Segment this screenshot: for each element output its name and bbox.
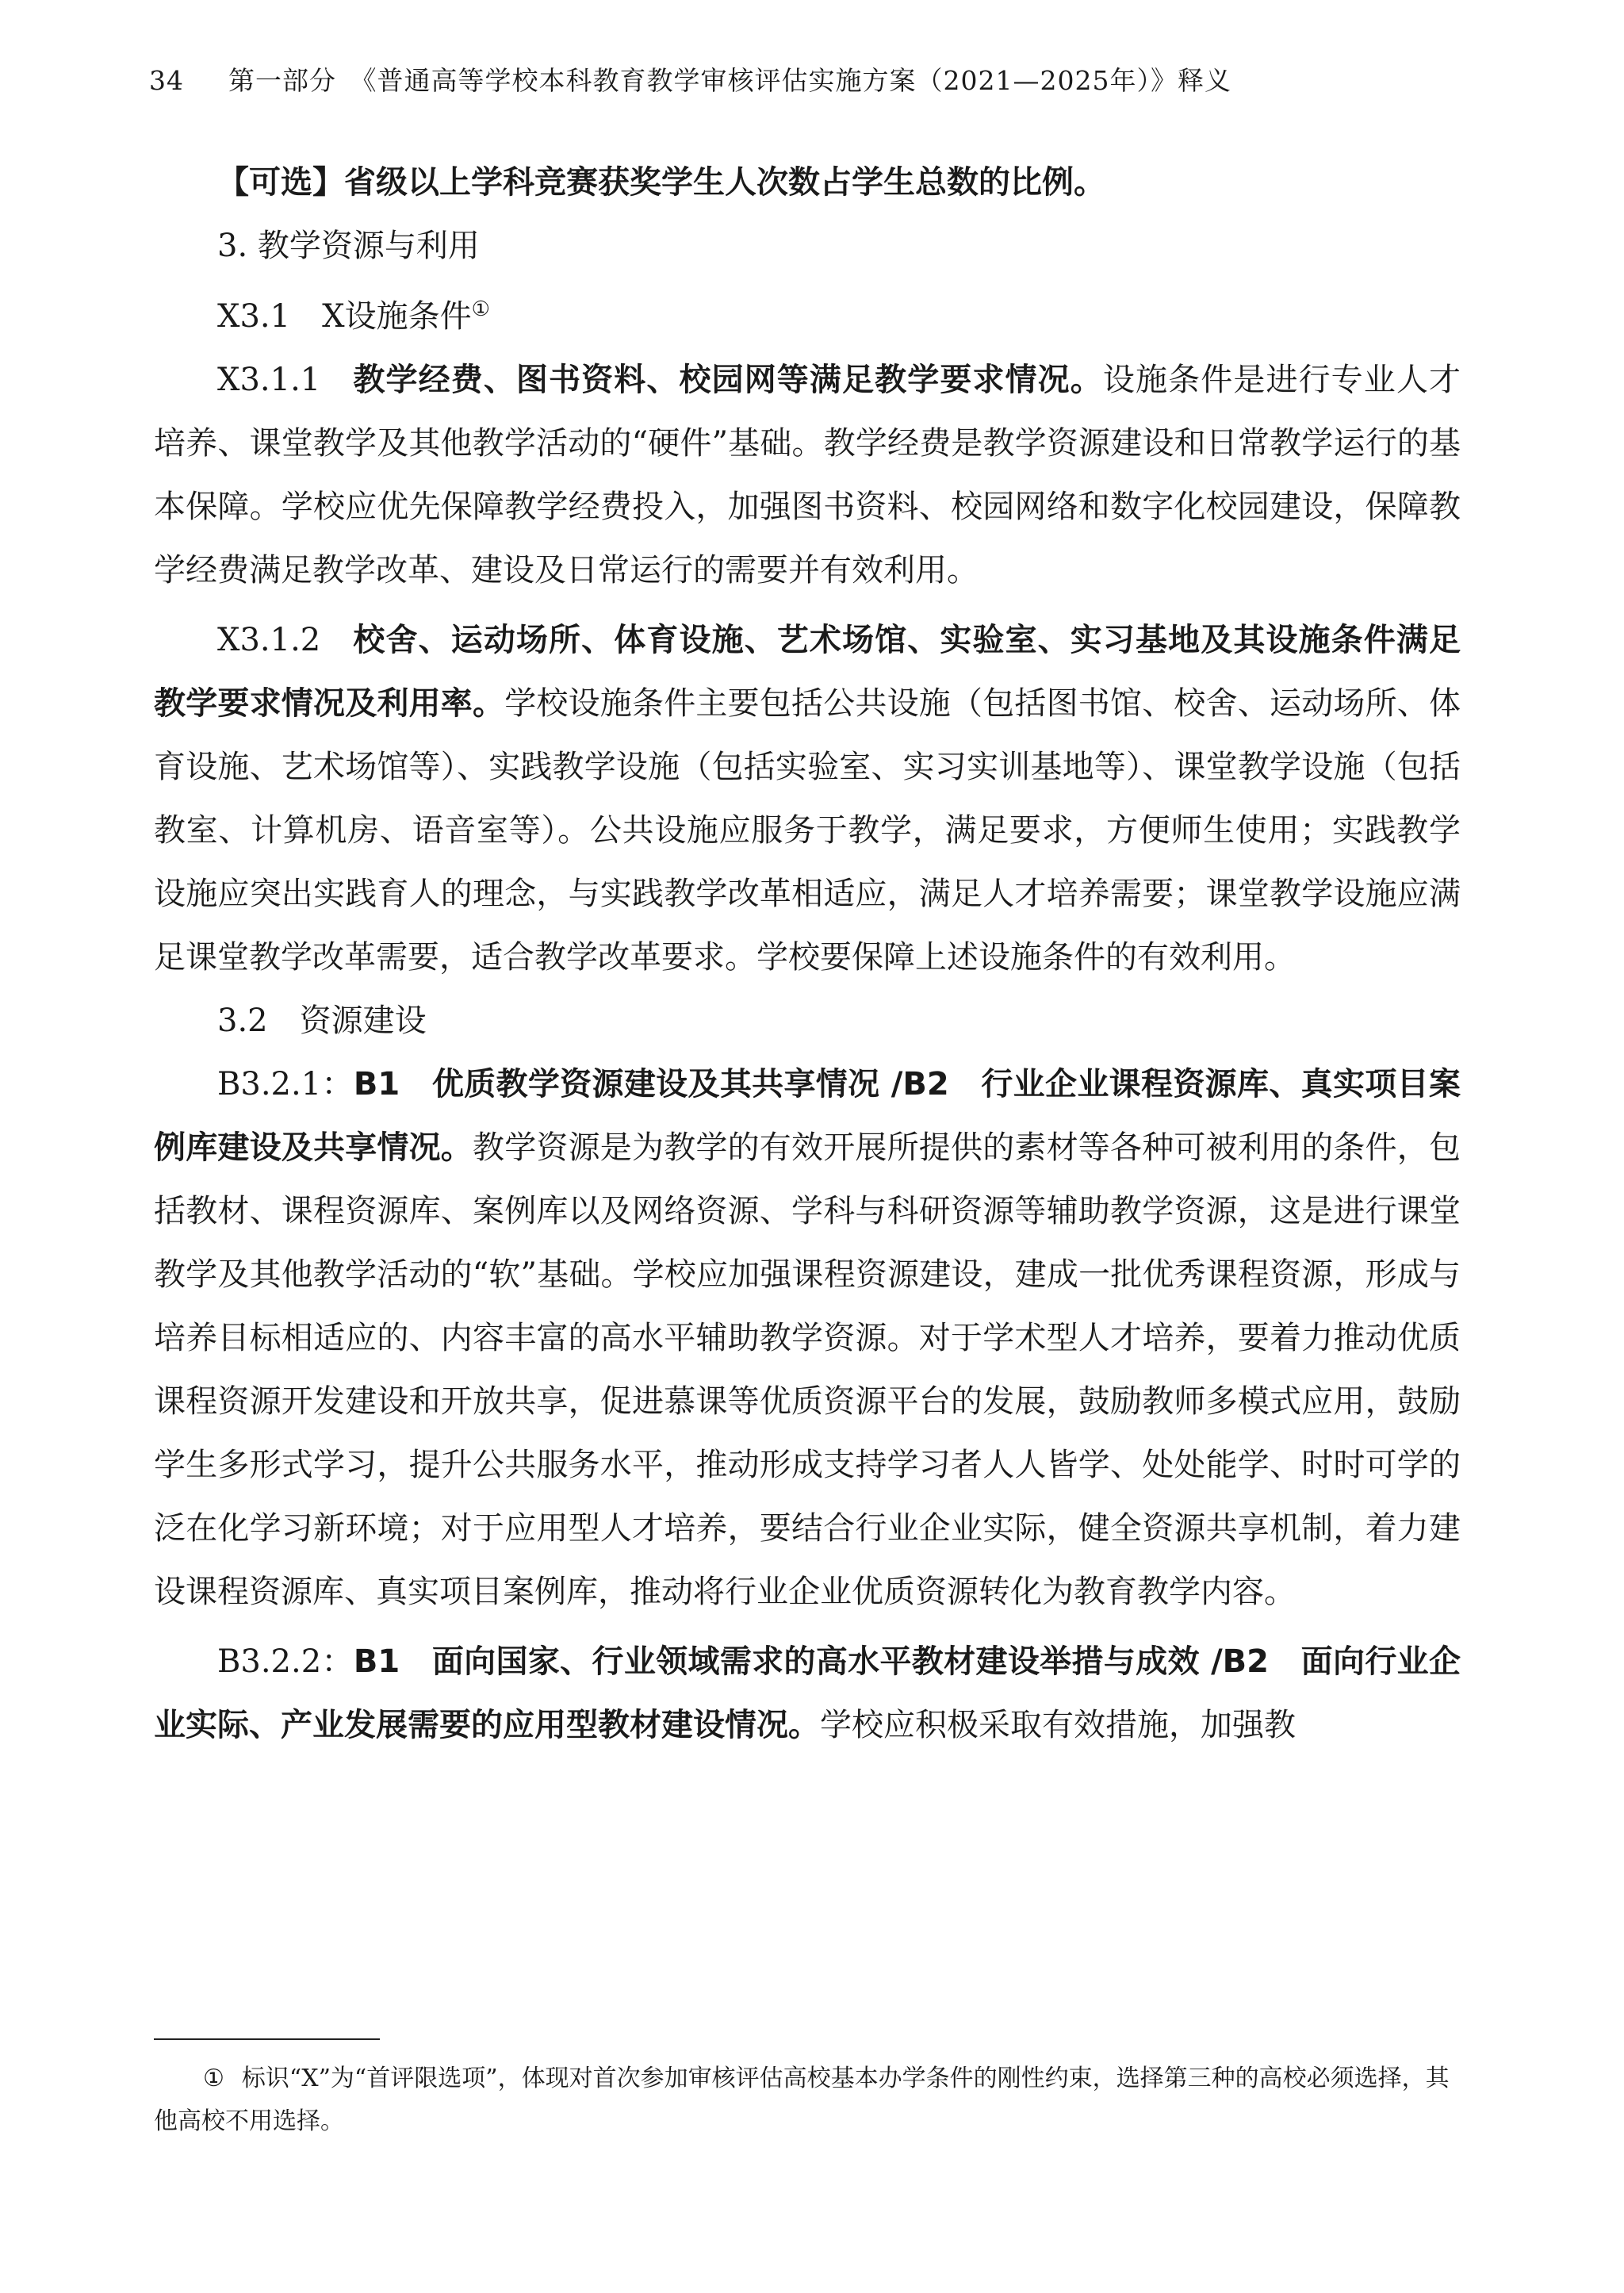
b3-2-2-number: B3.2.2：: [217, 1643, 354, 1680]
s3-2-number: 3.2: [217, 1003, 268, 1039]
optional-text: 省级以上学科竞赛获奖学生人次数占学生总数的比例。: [344, 164, 1105, 201]
section-3-2-heading: [154, 989, 1461, 1053]
footnote-ref-mark: ①: [471, 297, 490, 321]
section-3-heading: [154, 214, 1461, 278]
b3-2-2-paragraph: [154, 1630, 1461, 1757]
x3-1-2-bold: 校舍、运动场所、体育设施、艺术场馆、实验室、实习基地及其设施条件满足教学要求情况及利用率。: [154, 622, 1461, 722]
optional-item: [154, 151, 1461, 214]
footnote-mark: ①: [203, 2065, 224, 2092]
x3-1-title: X设施条件: [322, 298, 472, 335]
footnote-paragraph: [154, 2057, 1461, 2143]
b3-2-1-bold: B1 优质教学资源建设及其共享情况 /B2 行业企业课程资源库、真实项目案例库建设及共享情况。: [154, 1066, 1461, 1166]
x3-1-1-paragraph: [154, 348, 1461, 602]
x3-1-1-number: X3.1.1: [217, 362, 321, 398]
x3-1-2-text: 学校设施条件主要包括公共设施（包括图书馆、校舍、运动场所、体育设施、艺术场馆等）、实践教学设施（包括实验室、实习实训基地等）、课堂教学设施（包括教室、计算机房、语音室等）。公共设施应服务于教学，满足要求，方便师生使用；实践教学设施应突出实践育人的理念，与实践教学改革相适应，满足人才培养需要；课堂教学设施应满足课堂教学改革需要，适合教学改革要求。学校要保障上述设施条件的有效利用。: [154, 685, 1461, 976]
x3-1-1-text: 设施条件是进行专业人才培养、课堂教学及其他教学活动的“硬件”基础。教学经费是教学资源建设和日常教学运行的基本保障。学校应优先保障教学经费投入，加强图书资料、校园网络和数字化校园建设，保障教学经费满足教学改革、建设及日常运行的需要并有效利用。: [154, 362, 1461, 589]
section-number: 3.: [217, 228, 248, 264]
x3-1-2-paragraph: [154, 608, 1461, 989]
header-title: 第一部分 《普通高等学校本科教育教学审核评估实施方案（2021—2025年）》释义: [228, 65, 1231, 96]
footnote-text: 标识“X”为“首评限选项”，体现对首次参加审核评估高校基本办学条件的刚性约束，选择第三种的高校必须选择，其他高校不用选择。: [154, 2065, 1450, 2135]
footnote: [154, 2057, 1461, 2143]
b3-2-1-paragraph: [154, 1053, 1461, 1624]
footnote-divider: [154, 2038, 380, 2040]
section-title: 教学资源与利用: [257, 228, 480, 264]
x3-1-heading: [154, 278, 1461, 348]
x3-1-number: X3.1: [217, 298, 291, 335]
x3-1-2-number: X3.1.2: [217, 622, 321, 658]
page-number: 34: [149, 65, 184, 96]
running-header: [149, 63, 1497, 98]
b3-2-1-text: 教学资源是为教学的有效开展所提供的素材等各种可被利用的条件，包括教材、课程资源库、案例库以及网络资源、学科与科研资源等辅助教学资源，这是进行课堂教学及其他教学活动的“软”基础。学校应加强课程资源建设，建成一批优秀课程资源，形成与培养目标相适应的、内容丰富的高水平辅助教学资源。对于学术型人才培养，要着力推动优质课程资源开发建设和开放共享，促进慕课等优质资源平台的发展，鼓励教师多模式应用，鼓励学生多形式学习，提升公共服务水平，推动形成支持学习者人人皆学、处处能学、时时可学的泛在化学习新环境；对于应用型人才培养，要结合行业企业实际，健全资源共享机制，着力建设课程资源库、真实项目案例库，推动将行业企业优质资源转化为教育教学内容。: [154, 1129, 1461, 1610]
optional-tag: 【可选】: [217, 164, 344, 201]
b3-2-2-text: 学校应积极采取有效措施，加强教: [820, 1707, 1296, 1743]
b3-2-1-number: B3.2.1：: [217, 1066, 354, 1102]
s3-2-title: 资源建设: [299, 1003, 427, 1039]
body-text: [154, 151, 1461, 1757]
x3-1-1-bold: 教学经费、图书资料、校园网等满足教学要求情况。: [352, 362, 1103, 398]
b3-2-2-bold: B1 面向国家、行业领域需求的高水平教材建设举措与成效 /B2 面向行业企业实际、产业发展需要的应用型教材建设情况。: [154, 1643, 1461, 1743]
